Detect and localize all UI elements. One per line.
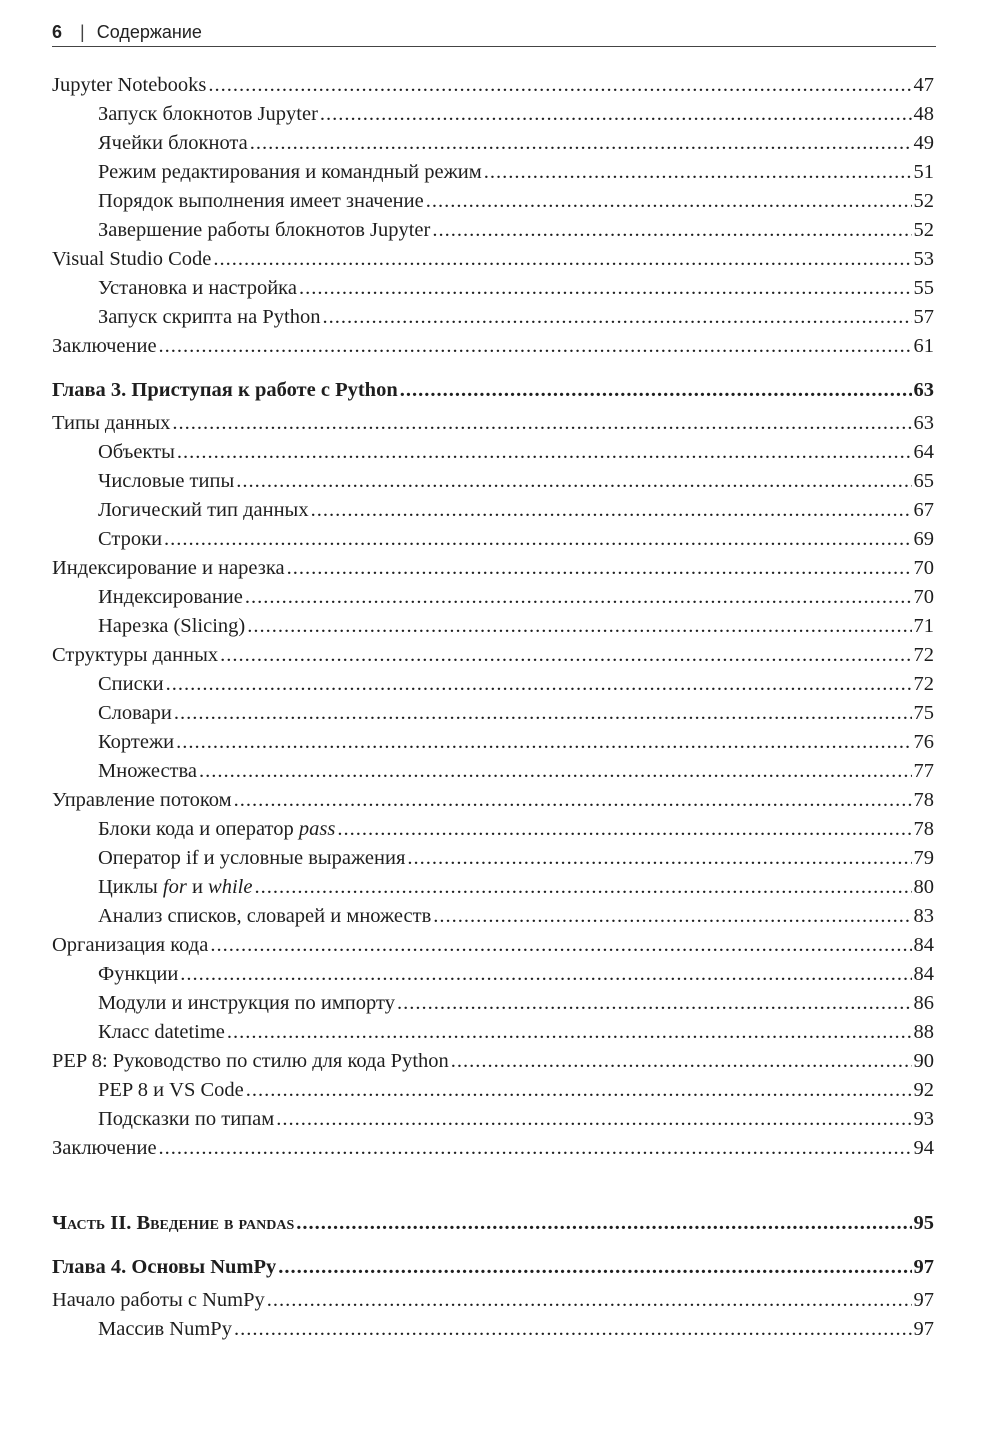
page-number: 6 — [52, 22, 63, 42]
toc-part — [52, 1209, 934, 1238]
toc-page-number: 78 — [913, 818, 934, 840]
toc-entry — [52, 757, 934, 786]
toc-entry — [52, 467, 934, 496]
toc-page-number: 84 — [913, 963, 934, 985]
table-of-contents — [52, 71, 934, 1344]
toc-page-number: 90 — [913, 1050, 934, 1072]
toc-entry-title: Организация кода — [52, 934, 209, 956]
toc-entry-title: Класс datetime — [98, 1021, 225, 1043]
dot-leader — [174, 699, 912, 728]
section-title: Содержание — [96, 22, 202, 42]
toc-entry — [52, 1047, 934, 1076]
dot-leader — [220, 641, 911, 670]
toc-entry — [52, 129, 934, 158]
toc-entry — [52, 844, 934, 873]
toc-page-number: 69 — [913, 528, 934, 550]
dot-leader — [451, 1047, 912, 1076]
toc-entry-title: Заключение — [52, 1137, 157, 1159]
toc-page-number: 52 — [913, 219, 934, 241]
toc-page-number: 67 — [913, 499, 934, 521]
dot-leader — [296, 1209, 911, 1238]
toc-page-number: 95 — [913, 1212, 934, 1234]
dot-leader — [267, 1286, 912, 1315]
toc-entry — [52, 641, 934, 670]
toc-page-number: 83 — [913, 905, 934, 927]
toc-page-number: 86 — [913, 992, 934, 1014]
toc-page-number: 75 — [913, 702, 934, 724]
toc-entry — [52, 960, 934, 989]
toc-entry-title: Множества — [98, 760, 198, 782]
toc-entry-title: Оператор if и условные выражения — [98, 847, 406, 869]
toc-entry-title: PEP 8 и VS Code — [98, 1079, 244, 1101]
header-separator: | — [80, 22, 85, 42]
dot-leader — [287, 554, 912, 583]
toc-page-number: 64 — [913, 441, 934, 463]
toc-entry-title: Подсказки по типам — [98, 1108, 275, 1130]
toc-entry — [52, 989, 934, 1018]
toc-entry-title: Запуск скрипта на Python — [98, 306, 321, 328]
toc-entry — [52, 786, 934, 815]
toc-page-number: 76 — [913, 731, 934, 753]
toc-page-number: 72 — [913, 644, 934, 666]
toc-page-number: 70 — [913, 557, 934, 579]
toc-entry — [52, 612, 934, 641]
toc-entry-title: Начало работы с NumPy — [52, 1289, 265, 1311]
dot-leader — [180, 960, 911, 989]
toc-entry-title: Функции — [98, 963, 179, 985]
dot-leader — [400, 375, 912, 405]
toc-entry — [52, 873, 934, 902]
toc-entry — [52, 438, 934, 467]
dot-leader — [213, 245, 911, 274]
toc-page-number: 80 — [913, 876, 934, 898]
toc-page-number: 79 — [913, 847, 934, 869]
toc-entry-title: Установка и настройка — [98, 277, 297, 299]
dot-leader — [245, 583, 912, 612]
toc-chapter — [52, 1252, 934, 1282]
toc-entry-title: Запуск блокнотов Jupyter — [98, 103, 318, 125]
toc-entry — [52, 815, 934, 844]
toc-entry-title: Массив NumPy — [98, 1318, 232, 1340]
dot-leader — [426, 187, 912, 216]
dot-leader — [311, 496, 912, 525]
toc-entry-title: Анализ списков, словарей и множеств — [98, 905, 432, 927]
toc-entry-title: Блоки кода и оператор pass — [98, 818, 336, 840]
toc-entry — [52, 931, 934, 960]
dot-leader — [166, 670, 912, 699]
toc-entry — [52, 902, 934, 931]
dot-leader — [407, 844, 911, 873]
toc-page-number: 55 — [913, 277, 934, 299]
toc-entry-title: Числовые типы — [98, 470, 235, 492]
dot-leader — [254, 873, 911, 902]
toc-entry — [52, 187, 934, 216]
toc-entry — [52, 728, 934, 757]
toc-entry — [52, 100, 934, 129]
dot-leader — [227, 1018, 912, 1047]
toc-entry-title: Порядок выполнения имеет значение — [98, 190, 424, 212]
toc-entry-title: Ячейки блокнота — [98, 132, 248, 154]
dot-leader — [199, 757, 911, 786]
dot-leader — [246, 1076, 912, 1105]
toc-entry-title: Заключение — [52, 335, 157, 357]
toc-page-number: 61 — [913, 335, 934, 357]
toc-entry — [52, 1076, 934, 1105]
toc-entry — [52, 1134, 934, 1163]
toc-entry-title: PEP 8: Руководство по стилю для кода Python — [52, 1050, 449, 1072]
toc-entry-title: Управление потоком — [52, 789, 232, 811]
toc-page-number: 88 — [913, 1021, 934, 1043]
toc-entry-title: Циклы for и while — [98, 876, 253, 898]
toc-page-number: 57 — [913, 306, 934, 328]
toc-entry-title: Завершение работы блокнотов Jupyter — [98, 219, 431, 241]
dot-leader — [210, 931, 911, 960]
dot-leader — [177, 438, 912, 467]
toc-entry-title: Индексирование — [98, 586, 243, 608]
toc-page-number: 77 — [913, 760, 934, 782]
toc-page-number: 72 — [913, 673, 934, 695]
toc-entry — [52, 409, 934, 438]
toc-page-number: 49 — [913, 132, 934, 154]
dot-leader — [172, 409, 911, 438]
running-header — [52, 20, 936, 47]
toc-entry — [52, 1018, 934, 1047]
dot-leader — [159, 1134, 912, 1163]
toc-entry — [52, 1315, 934, 1344]
toc-page-number: 70 — [913, 586, 934, 608]
toc-page-number: 84 — [913, 934, 934, 956]
toc-entry — [52, 1286, 934, 1315]
toc-page-number: 65 — [913, 470, 934, 492]
toc-page-number: 48 — [913, 103, 934, 125]
toc-page-number: 51 — [913, 161, 934, 183]
toc-page-number: 63 — [913, 379, 934, 401]
toc-entry-title: Строки — [98, 528, 163, 550]
toc-page-number: 52 — [913, 190, 934, 212]
toc-page-number: 92 — [913, 1079, 934, 1101]
toc-page-number: 94 — [913, 1137, 934, 1159]
toc-entry-title: Модули и инструкция по импорту — [98, 992, 395, 1014]
toc-entry-title: Кортежи — [98, 731, 175, 753]
toc-entry-title: Режим редактирования и командный режим — [98, 161, 482, 183]
toc-entry — [52, 525, 934, 554]
toc-entry — [52, 583, 934, 612]
toc-entry — [52, 670, 934, 699]
toc-entry — [52, 245, 934, 274]
toc-entry-title: Глава 4. Основы NumPy — [52, 1256, 277, 1278]
toc-entry-title: Списки — [98, 673, 164, 695]
toc-entry-title: Индексирование и нарезка — [52, 557, 285, 579]
dot-leader — [484, 158, 912, 187]
dot-leader — [250, 129, 912, 158]
toc-page-number: 53 — [913, 248, 934, 270]
toc-page-number: 78 — [913, 789, 934, 811]
dot-leader — [299, 274, 912, 303]
toc-page-number: 97 — [913, 1256, 934, 1278]
dot-leader — [208, 71, 911, 100]
toc-page-number: 97 — [913, 1289, 934, 1311]
toc-entry-title: Структуры данных — [52, 644, 219, 666]
toc-entry — [52, 1105, 934, 1134]
toc-entry — [52, 699, 934, 728]
toc-entry — [52, 274, 934, 303]
toc-entry — [52, 332, 934, 361]
dot-leader — [432, 216, 911, 245]
dot-leader — [322, 303, 911, 332]
dot-leader — [433, 902, 911, 931]
toc-chapter — [52, 375, 934, 405]
dot-leader — [159, 332, 912, 361]
dot-leader — [337, 815, 911, 844]
dot-leader — [397, 989, 912, 1018]
toc-page-number: 71 — [913, 615, 934, 637]
toc-entry-title: Словари — [98, 702, 172, 724]
dot-leader — [278, 1252, 911, 1282]
toc-page-number: 63 — [913, 412, 934, 434]
dot-leader — [164, 525, 911, 554]
dot-leader — [276, 1105, 911, 1134]
toc-entry — [52, 303, 934, 332]
toc-entry-title: Часть II. Введение в pandas — [52, 1212, 295, 1234]
toc-entry-title: Visual Studio Code — [52, 248, 212, 270]
toc-entry-title: Типы данных — [52, 412, 171, 434]
dot-leader — [234, 1315, 912, 1344]
toc-entry-title: Нарезка (Slicing) — [98, 615, 246, 637]
toc-entry-title: Jupyter Notebooks — [52, 74, 207, 96]
dot-leader — [176, 728, 911, 757]
toc-entry — [52, 554, 934, 583]
toc-entry — [52, 496, 934, 525]
dot-leader — [234, 786, 912, 815]
dot-leader — [236, 467, 911, 496]
toc-entry — [52, 71, 934, 100]
toc-entry-title: Логический тип данных — [98, 499, 309, 521]
toc-entry-title: Глава 3. Приступая к работе с Python — [52, 379, 398, 401]
toc-page-number: 93 — [913, 1108, 934, 1130]
toc-entry — [52, 216, 934, 245]
dot-leader — [247, 612, 911, 641]
toc-entry-title: Объекты — [98, 441, 175, 463]
toc-page-number: 97 — [913, 1318, 934, 1340]
toc-page-number: 47 — [913, 74, 934, 96]
dot-leader — [320, 100, 912, 129]
toc-entry — [52, 158, 934, 187]
